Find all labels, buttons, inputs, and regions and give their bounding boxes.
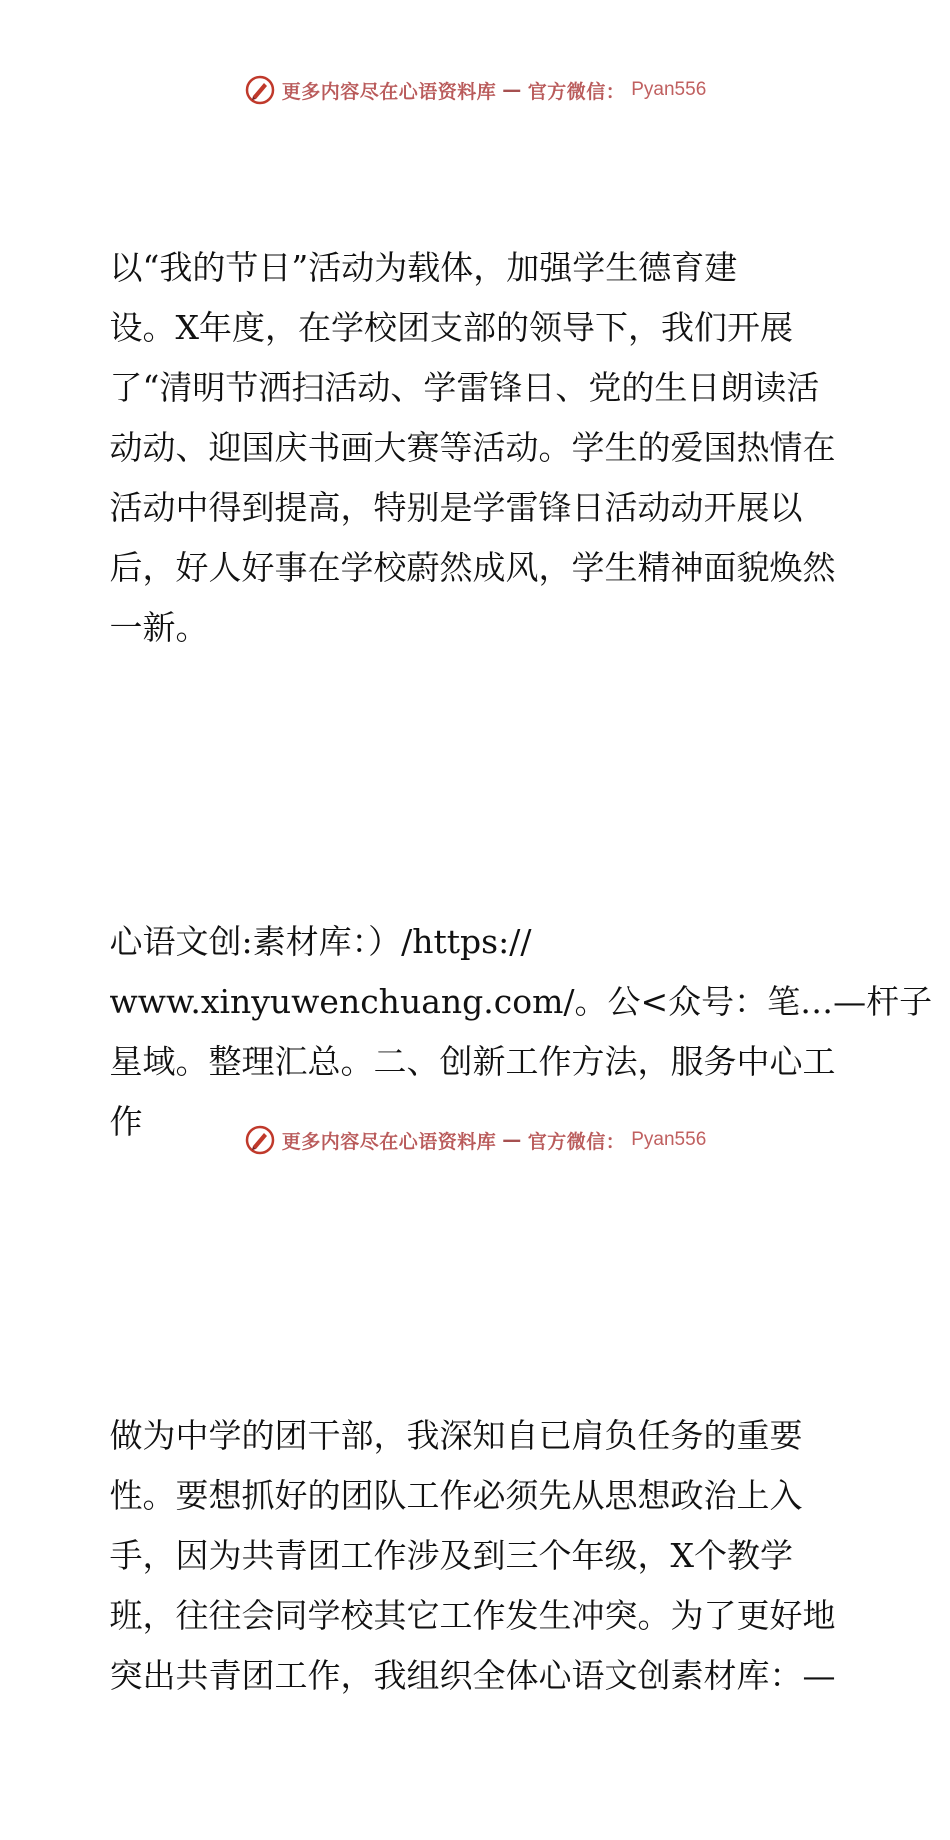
pen-logo-icon <box>244 74 276 106</box>
text-line: 后，好人好事在学校蔚然成风，学生精神面貌焕然 <box>109 548 836 587</box>
pen-logo-icon <box>244 1124 276 1156</box>
text-line: 突出共青团工作，我组织全体心语文创素材库：— <box>109 1656 836 1695</box>
text-line: www.xinyuwenchuang.com/。公<众号：笔…—杆子 <box>109 982 933 1021</box>
paragraph-3 <box>98 1286 858 1826</box>
document-body <box>98 118 933 1840</box>
text-line: 一新。 <box>109 608 209 647</box>
text-line: 作 <box>109 1102 143 1141</box>
banner-main-text: 更多内容尽在心语资料库 <box>281 1130 497 1153</box>
banner-separator: — <box>502 79 522 101</box>
banner-wechat-label: 官方微信： <box>527 1130 626 1153</box>
banner-wechat-id: Pyan556 <box>631 1129 707 1150</box>
paragraph-1 <box>98 118 858 778</box>
text-line: 做为中学的团干部，我深知自已肩负任务的重要 <box>109 1416 803 1455</box>
text-line: 了“清明节洒扫活动、学雷锋日、党的生日朗读活 <box>109 368 820 407</box>
footer-banner <box>0 1120 950 1160</box>
text-line: 活动中得到提高，特别是学雷锋日活动动开展以 <box>109 488 803 527</box>
text-line: 班，往往会同学校其它工作发生冲突。为了更好地 <box>109 1596 836 1635</box>
paragraph-2 <box>98 792 933 1272</box>
text-line: 星域。整理汇总。二、创新工作方法，服务中心工 <box>109 1042 836 1081</box>
header-banner <box>0 70 950 110</box>
text-line: 心语文创:素材库：）/https:// <box>109 922 532 961</box>
banner-wechat-id: Pyan556 <box>631 79 707 100</box>
text-line: 手，因为共青团工作涉及到三个年级，X个教学 <box>109 1536 794 1575</box>
text-line: 设。X年度，在学校团支部的领导下，我们开展 <box>109 308 794 347</box>
text-line: 性。要想抓好的团队工作必须先从思想政治上入 <box>109 1476 803 1515</box>
banner-main-text: 更多内容尽在心语资料库 <box>281 80 497 103</box>
text-line: 以“我的节日”活动为载体，加强学生德育建 <box>109 248 738 287</box>
text-line: 动动、迎国庆书画大赛等活动。学生的爱国热情在 <box>109 428 836 467</box>
banner-wechat-label: 官方微信： <box>527 80 626 103</box>
banner-separator: — <box>502 1129 522 1151</box>
